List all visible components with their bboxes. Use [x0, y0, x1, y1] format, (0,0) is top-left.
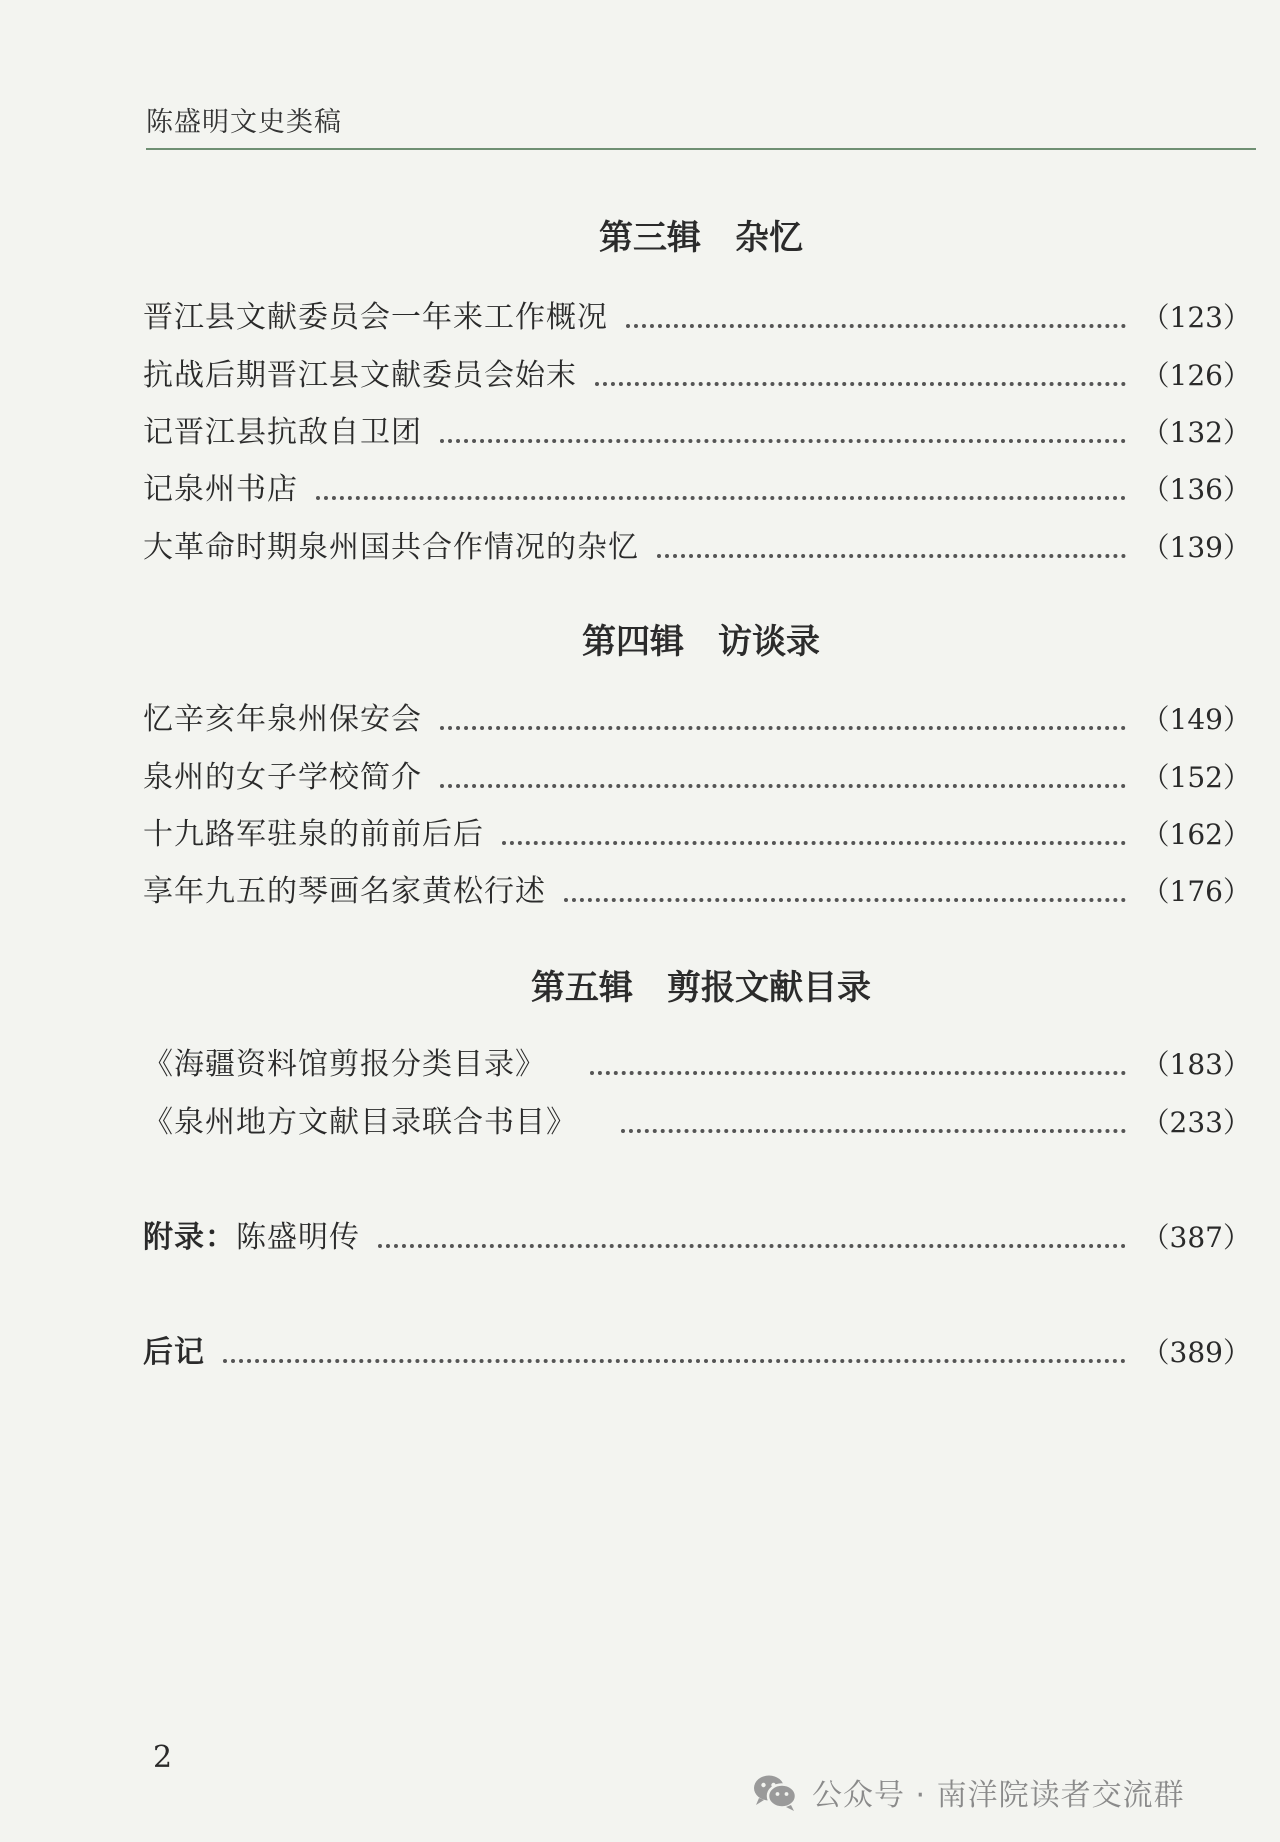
toc-entry[interactable] — [143, 1045, 1251, 1085]
toc-entry-page: （149） — [1141, 703, 1251, 736]
toc-entry-page: （152） — [1141, 761, 1251, 794]
toc-entry-page: （126） — [1141, 359, 1251, 392]
toc-entry-page: （387） — [1141, 1221, 1251, 1254]
dot-leader — [502, 841, 1126, 845]
toc-entry[interactable] — [143, 298, 1251, 338]
afterword-title: 后记 — [143, 1335, 205, 1370]
appendix-title: 陈盛明传 — [236, 1220, 360, 1255]
dot-leader — [440, 726, 1126, 730]
toc-entry-title: 记晋江县抗敌自卫团 — [143, 415, 422, 450]
toc-entry-page: （136） — [1141, 473, 1251, 506]
toc-entry[interactable] — [143, 815, 1251, 855]
toc-entry[interactable] — [143, 872, 1251, 912]
toc-entry-afterword[interactable] — [143, 1333, 1251, 1373]
dot-leader — [595, 382, 1126, 386]
dot-leader — [621, 1129, 1126, 1133]
toc-entry[interactable] — [143, 470, 1251, 510]
toc-entry-page: （132） — [1141, 416, 1251, 449]
toc-entry-page: （176） — [1141, 875, 1251, 908]
toc-entry-title: 享年九五的琴画名家黄松行述 — [143, 874, 546, 909]
dot-leader — [626, 324, 1126, 328]
toc-entry[interactable] — [143, 413, 1251, 453]
toc-entry-page: （233） — [1141, 1106, 1251, 1139]
watermark-text: 公众号 · 南洋院读者交流群 — [812, 1778, 1185, 1813]
dot-leader — [657, 554, 1126, 558]
toc-entry[interactable] — [143, 356, 1251, 396]
toc-entry[interactable] — [143, 758, 1251, 798]
toc-entry-title: 忆辛亥年泉州保安会 — [143, 702, 422, 737]
section-title-5: 第五辑 剪报文献目录 — [531, 968, 871, 1008]
toc-entry[interactable] — [143, 528, 1251, 568]
section-title-3: 第三辑 杂忆 — [599, 218, 803, 258]
header-rule — [146, 148, 1256, 150]
toc-entry[interactable] — [143, 1103, 1251, 1143]
toc-entry-title: 十九路军驻泉的前前后后 — [143, 817, 484, 852]
toc-entry-appendix[interactable] — [143, 1218, 1251, 1258]
toc-entry-title: 泉州的女子学校简介 — [143, 760, 422, 795]
toc-entry-page: （162） — [1141, 818, 1251, 851]
toc-entry-page: （183） — [1141, 1048, 1251, 1081]
toc-entry-title: 《泉州地方文献目录联合书目》 — [143, 1105, 577, 1140]
dot-leader — [440, 784, 1126, 788]
toc-entry-page: （139） — [1141, 531, 1251, 564]
toc-entry-title: 《海疆资料馆剪报分类目录》 — [143, 1047, 546, 1082]
toc-entry[interactable] — [143, 700, 1251, 740]
wechat-icon — [752, 1772, 798, 1812]
toc-entry-title: 记泉州书店 — [143, 472, 298, 507]
dot-leader — [223, 1359, 1126, 1363]
running-header: 陈盛明文史类稿 — [146, 107, 342, 138]
toc-entry-title: 抗战后期晋江县文献委员会始末 — [143, 358, 577, 393]
dot-leader — [564, 898, 1126, 902]
dot-leader — [316, 496, 1126, 500]
dot-leader — [378, 1244, 1126, 1248]
toc-entry-page: （123） — [1141, 301, 1251, 334]
dot-leader — [590, 1071, 1126, 1075]
appendix-label: 附录： — [143, 1220, 236, 1255]
watermark — [752, 1770, 1185, 1814]
dot-leader — [440, 439, 1126, 443]
section-title-4: 第四辑 访谈录 — [582, 622, 820, 662]
toc-entry-title: 大革命时期泉州国共合作情况的杂忆 — [143, 530, 639, 565]
toc-entry-title: 晋江县文献委员会一年来工作概况 — [143, 300, 608, 335]
toc-entry-page: （389） — [1141, 1336, 1251, 1369]
page-number: 2 — [153, 1740, 173, 1775]
